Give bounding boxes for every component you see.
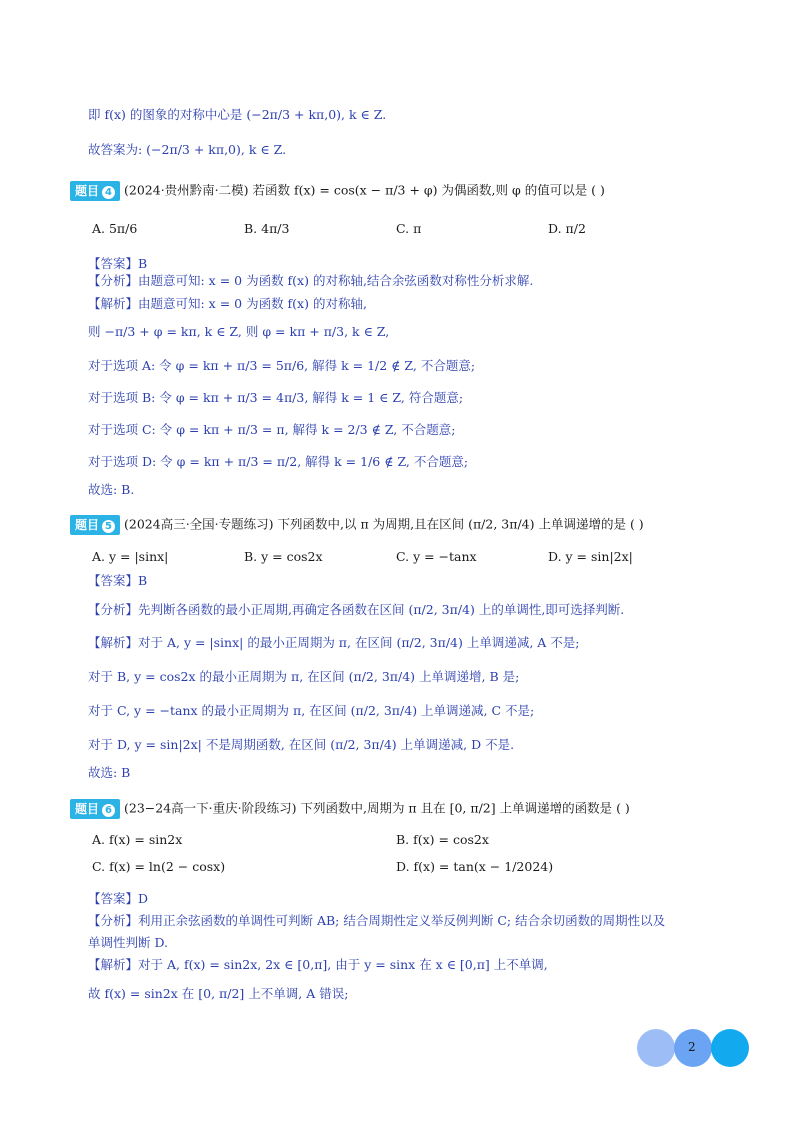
option-c: C. π [396, 221, 422, 236]
option-d: D. π/2 [548, 221, 586, 236]
question-tag: 题目 5 [70, 515, 120, 535]
option-b: B. y = cos2x [244, 549, 323, 564]
answer-line: 【答案】B [88, 256, 148, 271]
option-a: A. 5π/6 [92, 221, 138, 236]
solution-line: 【解析】对于 A, y = |sinx| 的最小正周期为 π, 在区间 (π/2, 3π/4) 上单调递减, A 不是; [88, 635, 580, 650]
option-a: A. f(x) = sin2x [92, 832, 183, 847]
question-6-stem: 题目 6 (23−24高一下·重庆·阶段练习) 下列函数中,周期为 π 且在 [0, π/2] 上单调递增的函数是 ( ) [70, 799, 630, 819]
analysis-line: 【分析】先判断各函数的最小正周期,再确定各函数在区间 (π/2, 3π/4) 上的单调性,即可选择判断. [88, 602, 625, 617]
option-c: C. y = −tanx [396, 549, 477, 564]
answer-line: 【答案】D [88, 891, 149, 906]
option-b: B. f(x) = cos2x [396, 832, 489, 847]
question-tag: 题目 4 [70, 181, 120, 201]
solution-line: 即 f(x) 的图象的对称中心是 (−2π/3 + kπ,0), k ∈ Z. [88, 107, 387, 122]
solution-line: 【解析】对于 A, f(x) = sin2x, 2x ∈ [0,π], 由于 y = sinx 在 x ∈ [0,π] 上不单调, [88, 957, 548, 972]
solution-line: 则 −π/3 + φ = kπ, k ∈ Z, 则 φ = kπ + π/3, k ∈ Z, [88, 324, 390, 339]
solution-line: 对于选项 D: 令 φ = kπ + π/3 = π/2, 解得 k = 1/6 ∉ Z, 不合题意; [88, 454, 469, 469]
solution-line: 对于 D, y = sin|2x| 不是周期函数, 在区间 (π/2, 3π/4) 上单调递减, D 不是. [88, 737, 515, 752]
question-4-stem: 题目 4 (2024·贵州黔南·二模) 若函数 f(x) = cos(x − π/3 + φ) 为偶函数,则 φ 的值可以是 ( ) [70, 181, 605, 201]
question-tag: 题目 6 [70, 799, 120, 819]
solution-line: 对于选项 C: 令 φ = kπ + π/3 = π, 解得 k = 2/3 ∉ Z, 不合题意; [88, 422, 456, 437]
answer-line: 【答案】B [88, 573, 148, 588]
analysis-line: 【分析】利用正余弦函数的单调性可判断 AB; 结合周期性定义举反例判断 C; 结合余切函数的周期性以及 [88, 913, 666, 928]
decorative-bubble [711, 1029, 749, 1067]
question-5-stem: 题目 5 (2024高三·全国·专题练习) 下列函数中,以 π 为周期,且在区间 (π/2, 3π/4) 上单调递增的是 ( ) [70, 515, 644, 535]
option-a: A. y = |sinx| [92, 549, 169, 564]
page-number: 2 [688, 1040, 696, 1054]
solution-line: 对于选项 A: 令 φ = kπ + π/3 = 5π/6, 解得 k = 1/2 ∉ Z, 不合题意; [88, 358, 476, 373]
conclusion-line: 故选: B [88, 765, 131, 780]
solution-line: 对于 C, y = −tanx 的最小正周期为 π, 在区间 (π/2, 3π/4) 上单调递减, C 不是; [88, 703, 535, 718]
option-d: D. f(x) = tan(x − 1/2024) [396, 859, 554, 874]
solution-line: 对于选项 B: 令 φ = kπ + π/3 = 4π/3, 解得 k = 1 ∈ Z, 符合题意; [88, 390, 464, 405]
option-b: B. 4π/3 [244, 221, 290, 236]
option-c: C. f(x) = ln(2 − cosx) [92, 859, 226, 874]
decorative-bubble [637, 1029, 675, 1067]
solution-line: 故答案为: (−2π/3 + kπ,0), k ∈ Z. [88, 142, 287, 157]
solution-line: 故 f(x) = sin2x 在 [0, π/2] 上不单调, A 错误; [88, 986, 349, 1001]
solution-line: 对于 B, y = cos2x 的最小正周期为 π, 在区间 (π/2, 3π/4) 上单调递增, B 是; [88, 669, 520, 684]
conclusion-line: 故选: B. [88, 482, 135, 497]
analysis-line: 单调性判断 D. [88, 935, 169, 950]
analysis-line: 【分析】由题意可知: x = 0 为函数 f(x) 的对称轴,结合余弦函数对称性分析求解. [88, 273, 534, 288]
solution-line: 【解析】由题意可知: x = 0 为函数 f(x) 的对称轴, [88, 296, 367, 311]
option-d: D. y = sin|2x| [548, 549, 633, 564]
